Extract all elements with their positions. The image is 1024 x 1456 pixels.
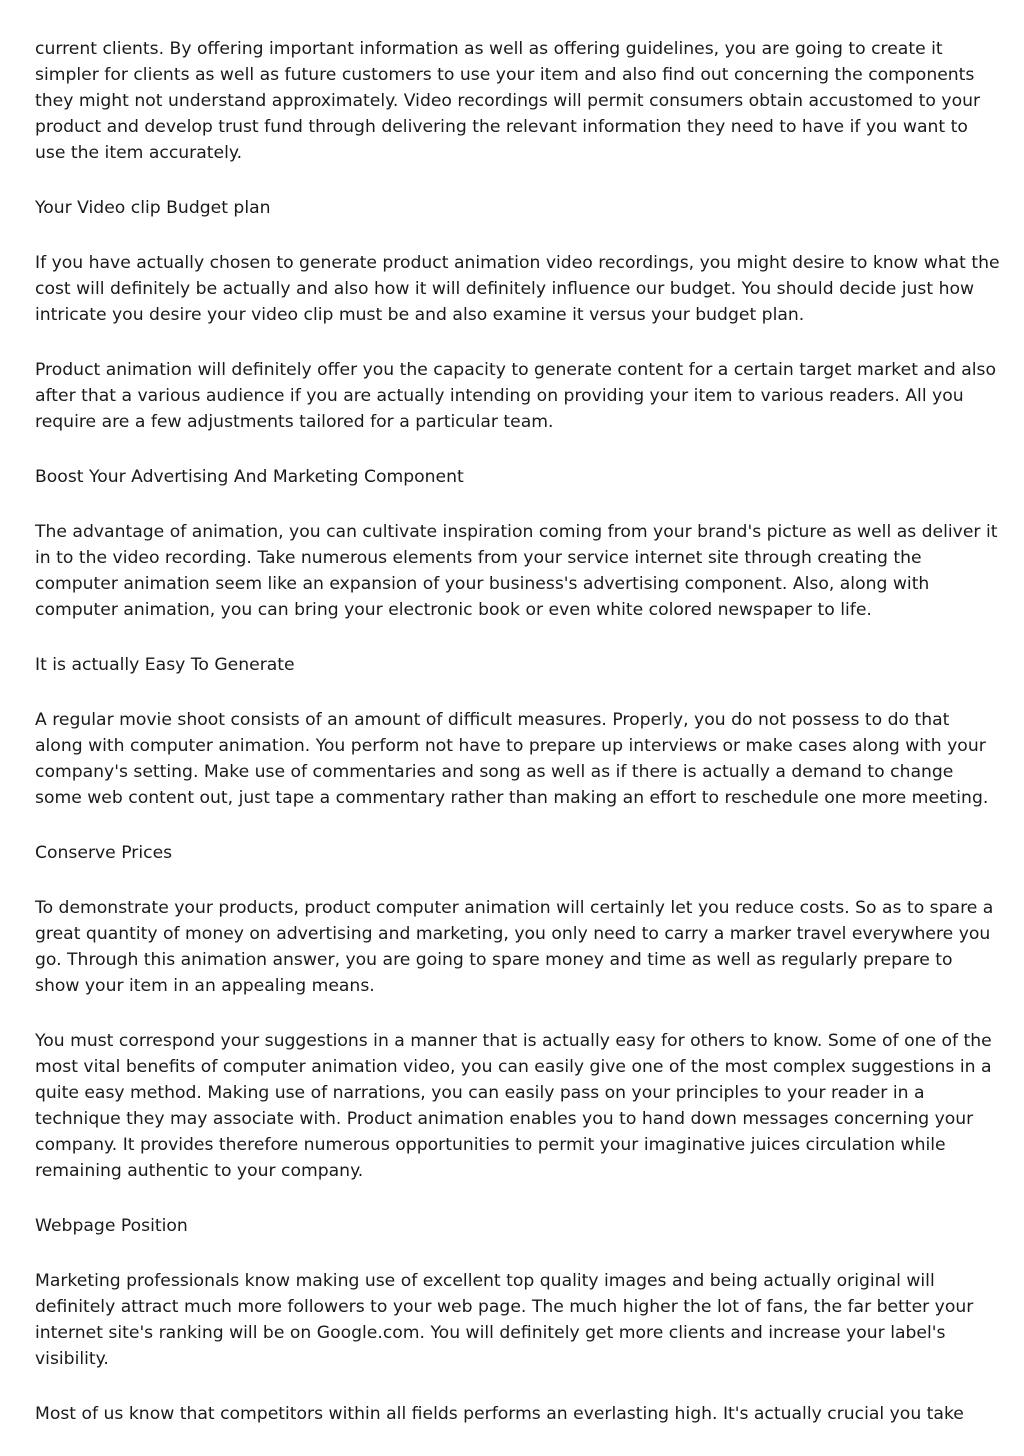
paragraph-movie-shoot: A regular movie shoot consists of an amount of difficult measures. Properly, you do not possess to do that along with computer animation. You perform not have to prepare up interviews or make cases along with your company's setting. Make use of commentaries and song as well as if there is actually a demand to change some web content out, just tape a commentary rather than making an effort to reschedule one more meeting. (35, 710, 989, 808)
paragraph-suggestions: You must correspond your suggestions in a manner that is actually easy for others to know. Some of one of the most vital benefits of computer animation video, you can easily give one of the most complex suggestions in a quite easy method. Making use of narrations, you can easily pass on your principles to your reader in a technique they may associate with. Product animation enables you to hand down messages concerning your company. It provides therefore numerous opportunities to permit your imaginative juices circulation while remaining authentic to your company. (35, 1031, 992, 1181)
paragraph-animation-advantage: The advantage of animation, you can cultivate inspiration coming from your brand's picture as well as deliver it in to the video recording. Take numerous elements from your service internet site through creating the computer animation seem like an expansion of your business's advertising component. Also, along with computer animation, you can bring your electronic book or even white colored newspaper to life. (35, 522, 998, 620)
heading-conserve-prices: Conserve Prices (35, 843, 173, 863)
paragraph-marketing-professionals: Marketing professionals know making use of excellent top quality images and being actually original will definitely attract much more followers to your web page. The much higher the lot of fans, the far better your internet site's ranking will be on Google.com. You will definitely get more clients and increase your label's visibility. (35, 1271, 974, 1369)
paragraph-budget-cost: If you have actually chosen to generate product animation video recordings, you might desire to know what the cost will definitely be actually and also how it will definitely influence our budget. You should decide just how intricate you desire your video clip must be and also examine it versus your budget plan. (35, 253, 1000, 325)
paragraph-intro: current clients. By offering important information as well as offering guidelines, you are going to create it simpler for clients as well as future customers to use your item and also find out concerning the components they might not understand approximately. Video recordings will permit consumers obtain accustomed to your product and develop trust fund through delivering the relevant information they need to have if you want to use the item accurately. (35, 39, 981, 163)
heading-easy-to-generate: It is actually Easy To Generate (35, 655, 295, 675)
document-page (35, 36, 1000, 1456)
heading-boost-advertising: Boost Your Advertising And Marketing Component (35, 467, 464, 487)
heading-webpage-position: Webpage Position (35, 1216, 188, 1236)
paragraph-competitors: Most of us know that competitors within all fields performs an everlasting high. It's actually crucial you take (35, 1404, 964, 1424)
heading-video-budget: Your Video clip Budget plan (35, 198, 271, 218)
paragraph-target-market: Product animation will definitely offer you the capacity to generate content for a certain target market and also after that a various audience if you are actually intending on providing your item to various readers. All you require are a few adjustments tailored for a particular team. (35, 360, 996, 432)
paragraph-reduce-costs: To demonstrate your products, product computer animation will certainly let you reduce costs. So as to spare a great quantity of money on advertising and marketing, you only need to carry a marker travel everywhere you go. Through this animation answer, you are going to spare money and time as well as regularly prepare to show your item in an appealing means. (35, 898, 994, 996)
